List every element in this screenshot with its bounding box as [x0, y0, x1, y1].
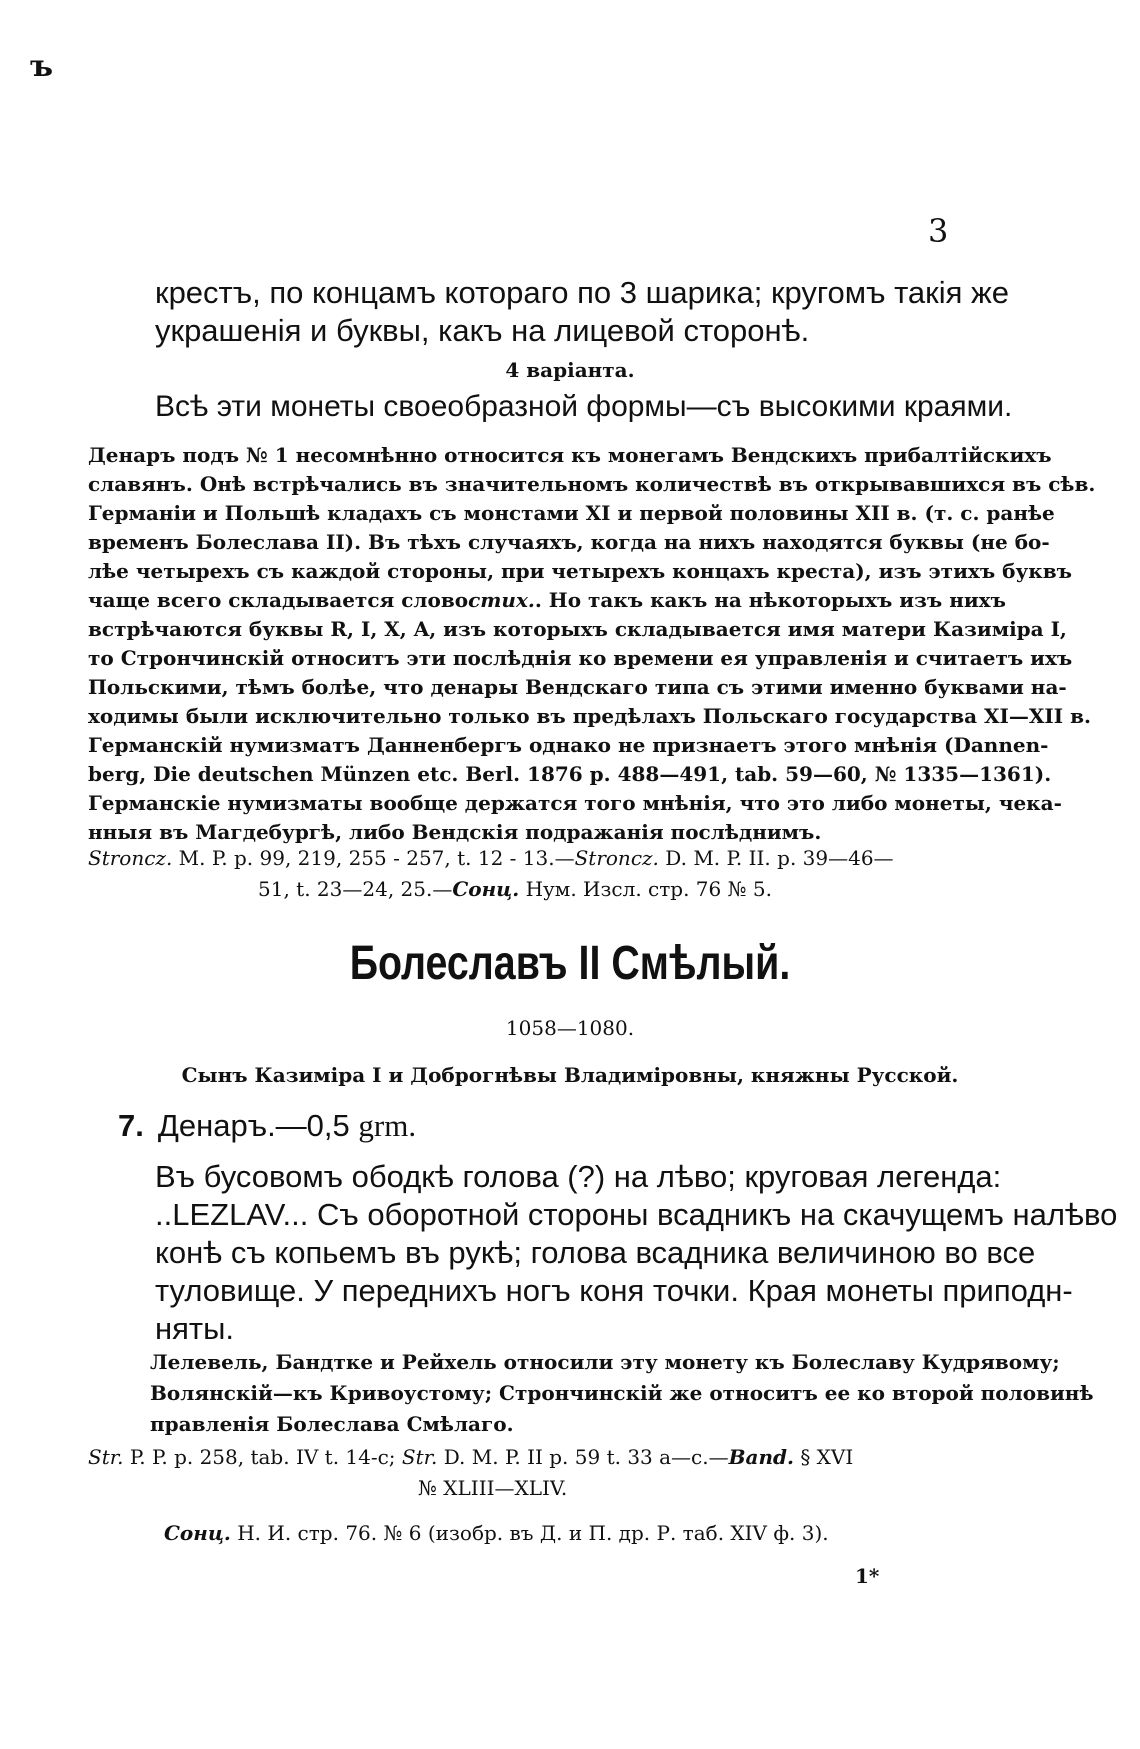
description-line: туловище. У переднихъ ногъ коня точки. Края монеты приподн-: [155, 1273, 1073, 1308]
corner-mark: ъ: [30, 49, 54, 84]
note-line: правленія Болеслава Смѣлаго.: [150, 1412, 514, 1436]
shape-note: Всѣ эти монеты своеобразной формы—съ высокими краями.: [155, 390, 1013, 423]
commentary-line: нныя въ Магдебургѣ, либо Вендскія подражанія послѣднимъ.: [88, 820, 822, 844]
commentary-line: Польскими, тѣмъ болѣе, что денары Вендскаго типа съ этими именно буквами на-: [88, 675, 1067, 699]
note-line: Лелевель, Бандтке и Рейхель относили эту монету къ Болеславу Кудрявому;: [150, 1350, 1060, 1374]
note-line: Волянскій—къ Кривоустому; Стрончинскій же относитъ ее ко второй половинѣ: [150, 1381, 1094, 1405]
commentary: [88, 441, 1096, 847]
variants-count: 4 варіанта.: [505, 358, 635, 382]
ref-author: Band.: [728, 1445, 794, 1469]
commentary-line: временъ Болеслава II). Въ тѣхъ случаяхъ, когда на нихъ находятся буквы (не бо-: [88, 530, 1050, 554]
commentary-line: ходимы были исключительно только въ предѣлахъ Польскаго государства XI—XII в.: [88, 704, 1091, 728]
ref-text: P. P. p. 258, tab. IV t. 14-c;: [123, 1445, 402, 1469]
commentary-line: то Стрончинскій относитъ эти послѣднія ко времени ея управленія и считаетъ ихъ: [88, 646, 1073, 670]
commentary-text: чаще всего складывается слово: [88, 588, 469, 612]
description-line: няты.: [155, 1311, 234, 1346]
commentary-text: . Но такъ какъ на нѣкоторыхъ изъ нихъ: [534, 588, 1006, 612]
commentary-line: Денаръ подъ № 1 несомнѣнно относится къ монегамъ Вендскихъ прибалтійскихъ: [88, 443, 1052, 467]
ref-text: § XVI: [793, 1445, 854, 1469]
ref-text: Нум. Изсл. стр. 76 № 5.: [519, 877, 772, 901]
commentary-line: встрѣчаются буквы R, I, X, A, изъ которыхъ складывается имя матери Казиміра I,: [88, 617, 1067, 641]
ref-text: D. M. P. II. p. 39—46—: [658, 846, 894, 870]
ref-text: 51, t. 23—24, 25.—: [258, 877, 453, 901]
description-line: ..LEZLAV... Съ оборотной стороны всадникъ на скачущемъ налѣво: [155, 1197, 1118, 1232]
reference-line: [88, 843, 953, 874]
commentary-line: Германскіе нумизматы вообще держатся того мнѣнія, что это либо монеты, чека-: [88, 791, 1062, 815]
ref-author: Str.: [88, 1445, 124, 1469]
section-years: 1058—1080.: [505, 1016, 635, 1040]
intro-line-1: крестъ, по концамъ котораго по 3 шарика; кругомъ такія же: [155, 275, 1009, 310]
reference-line: [88, 1518, 953, 1549]
item-weight-unit: grm.: [358, 1108, 417, 1143]
ref-text: D. M. P. II p. 59 t. 33 a—c.—: [437, 1445, 729, 1469]
commentary-line: Германіи и Польшѣ кладахъ съ монстами XI и первой половины XII в. (т. с. ранѣе: [88, 501, 1055, 525]
commentary-line: berg, Die deutschen Münzen etc. Berl. 1876 p. 488—491, tab. 59—60, № 1335—1361).: [88, 762, 1052, 786]
signature-mark: 1*: [855, 1564, 880, 1588]
references-2: [88, 1442, 953, 1549]
item-7-heading: [118, 1106, 416, 1146]
ref-author: Stroncz.: [574, 846, 659, 870]
section-subtitle: Сынъ Казиміра I и Доброгнѣвы Владиміровны, княжны Русской.: [181, 1063, 959, 1087]
item-number: 7.: [118, 1108, 144, 1143]
ref-author: Stroncz.: [88, 846, 173, 870]
reference-line: [88, 1442, 953, 1473]
description-line: Въ бусовомъ ободкѣ голова (?) на лѣво; круговая легенда:: [155, 1159, 1002, 1194]
references-1: [88, 843, 953, 905]
commentary-line: Германскій нумизматъ Данненбергъ однако не признаетъ этого мнѣнія (Dannen-: [88, 733, 1049, 757]
reference-line: [88, 874, 953, 905]
item-7-note: [150, 1347, 1094, 1440]
ref-author: Сонц.: [164, 1521, 231, 1545]
item-7-description: [155, 1158, 1118, 1348]
ref-text: Н. И. стр. 76. № 6 (изобр. въ Д. и П. др. Р. таб. XIV ф. 3).: [230, 1521, 829, 1545]
commentary-line: лѣе четырехъ съ каждой стороны, при четырехъ концахъ креста), изъ этихъ буквъ: [88, 559, 1072, 583]
ref-author: Сонц.: [452, 877, 520, 901]
item-name: Денаръ.—0,5: [157, 1108, 350, 1143]
reference-line: № XLIII—XLIV.: [418, 1476, 568, 1500]
ref-text: M. P. p. 99, 219, 255 - 257, t. 12 - 13.—: [172, 846, 575, 870]
commentary-line: [88, 586, 1006, 615]
intro-line-2: украшенія и буквы, какъ на лицевой сторонѣ.: [155, 313, 810, 348]
description-line: конѣ съ копьемъ въ рукѣ; голова всадника величиною во все: [155, 1235, 1036, 1270]
page-number: 3: [928, 212, 949, 250]
commentary-word-stich: стих.: [468, 588, 535, 612]
section-title: Болеславъ II Смѣлый.: [349, 937, 791, 990]
commentary-line: славянъ. Онѣ встрѣчались въ значительномъ количествѣ въ открывавшихся въ сѣв.: [88, 472, 1096, 496]
ref-author: Str.: [401, 1445, 438, 1469]
